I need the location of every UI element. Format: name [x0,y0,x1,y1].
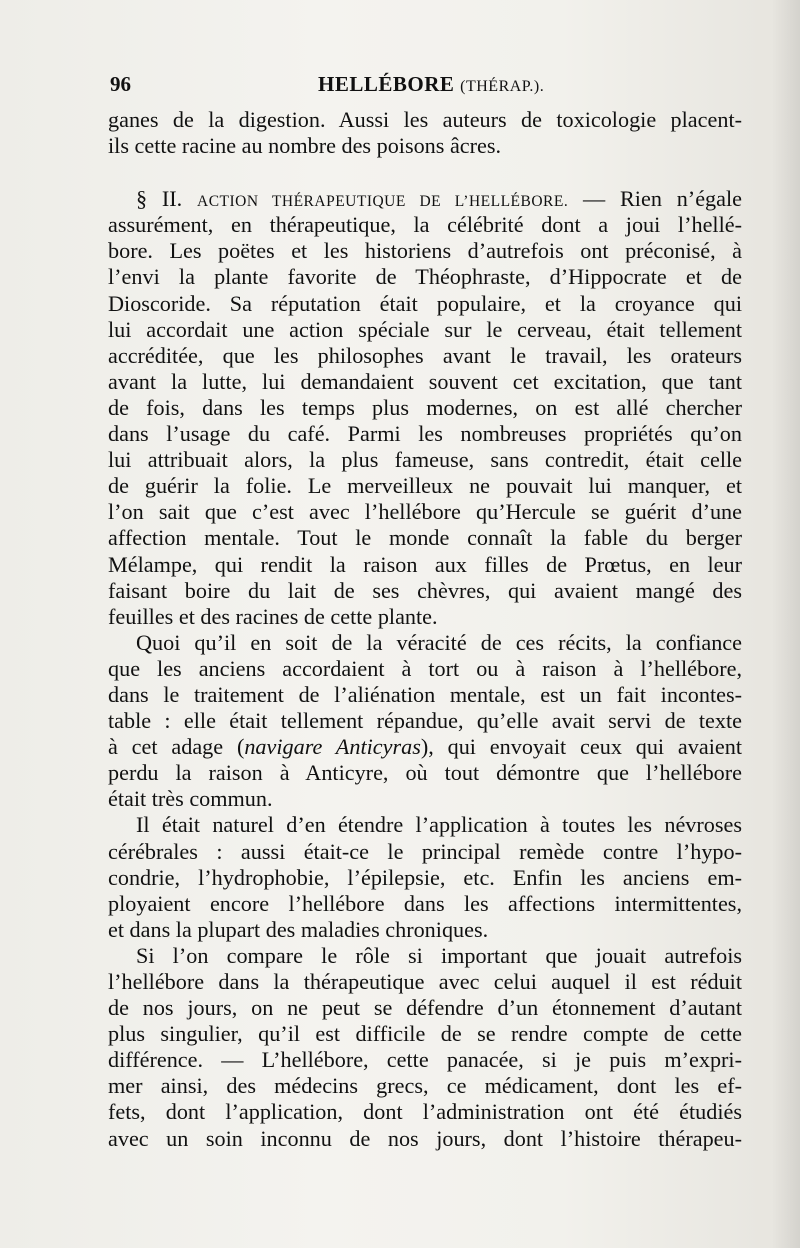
adage-line [108,734,742,760]
text-line: perdu la raison à Anticyre, où tout démontre que l’hellébore [108,760,742,786]
text-line: feuilles et des racines de cette plante. [108,603,438,629]
text-line: l’envi la plante favorite de Théophraste, d’Hippocrate et de [108,264,742,290]
running-title-sub: (THÉRAP.). [460,78,545,95]
text-line: Mélampe, qui rendit la raison aux filles de Prœtus, en leur [108,551,742,577]
section-number: § II. [136,186,198,212]
text-line: de nos jours, on ne peut se défendre d’un étonnement d’autant [108,995,742,1021]
text-line: l’on sait que c’est avec l’hellébore qu’Hercule se guérit d’une [108,499,742,525]
text-line: dans le traitement de l’aliénation mentale, est un fait incontes- [108,681,742,707]
page-number: 96 [110,72,131,96]
text-line: avec un soin inconnu de nos jours, dont l’histoire thérapeu- [108,1125,742,1151]
paragraph-gap [108,159,742,186]
text-line: Si l’on compare le rôle si important que jouait autrefois [136,942,742,968]
text-line: Quoi qu’il en soit de la véracité de ces récits, la confiance [136,629,742,655]
text-line: que les anciens accordaient à tort ou à raison à l’hellébore, [108,655,742,681]
adage-intro: à cet adage ( [108,734,245,760]
text-line: lui attribuait alors, la plus fameuse, sans contredit, était celle [108,447,742,473]
text-line: mer ainsi, des médecins grecs, ce médicament, dont les ef- [108,1073,742,1099]
text-line: ganes de la digestion. Aussi les auteurs de toxicologie placent- [108,107,742,132]
section-heading-line [108,186,742,212]
section-heading-rest: — Rien n’égale [568,186,742,212]
text-line: faisant boire du lait de ses chèvres, qui avaient mangé des [108,577,742,603]
running-header [110,72,742,104]
text-line: condrie, l’hydrophobie, l’épilepsie, etc. Enfin les anciens em- [108,864,742,890]
text-line: Il était naturel d’en étendre l’application à toutes les névroses [136,812,742,838]
text-line: Dioscoride. Sa réputation était populaire, et la croyance qui [108,290,742,316]
text-line: ployaient encore l’hellébore dans les affections intermittentes, [108,890,742,916]
text-line: différence. — L’hellébore, cette panacée, si je puis m’expri- [108,1047,742,1073]
page-edge-shadow [772,0,800,1248]
adage-rest: ), qui envoyait ceux qui avaient [420,734,742,760]
body-text [108,107,742,1152]
text-line: assurément, en thérapeutique, la célébrité dont a joui l’hellé- [108,212,742,238]
running-title [318,72,544,97]
text-line: affection mentale. Tout le monde connaît la fable du berger [108,525,742,551]
text-line: de fois, dans les temps plus modernes, on est allé chercher [108,394,742,420]
running-title-main: HELLÉBORE [318,72,455,96]
text-line: de guérir la folie. Le merveilleux ne pouvait lui manquer, et [108,473,742,499]
text-line: ils cette racine au nombre des poisons âcres. [108,133,502,159]
text-line: fets, dont l’application, dont l’administration ont été étudiés [108,1099,742,1125]
text-line: était très commun. [108,786,273,812]
text-line: et dans la plupart des maladies chroniques. [108,916,489,942]
text-line: bore. Les poëtes et les historiens d’autrefois ont préconisé, à [108,238,742,264]
text-line: dans l’usage du café. Parmi les nombreuses propriétés qu’on [108,421,742,447]
text-line: l’hellébore dans la thérapeutique avec celui auquel il est réduit [108,969,742,994]
text-line: lui accordait une action spéciale sur le cerveau, était tellement [108,316,742,342]
text-line: table : elle était tellement répandue, qu’elle avait servi de texte [108,708,742,734]
text-line: cérébrales : aussi était-ce le principal remède contre l’hypo- [108,838,742,864]
adage-latin: navigare Anticyras [244,734,421,760]
section-heading: ACTION THÉRAPEUTIQUE DE L’HELLÉBORE. [197,193,569,211]
text-line: accréditée, que les philosophes avant le travail, les orateurs [108,342,742,368]
text-line: avant la lutte, lui demandaient souvent cet excitation, que tant [108,368,742,394]
text-line: plus singulier, qu’il est difficile de se rendre compte de cette [108,1021,742,1047]
